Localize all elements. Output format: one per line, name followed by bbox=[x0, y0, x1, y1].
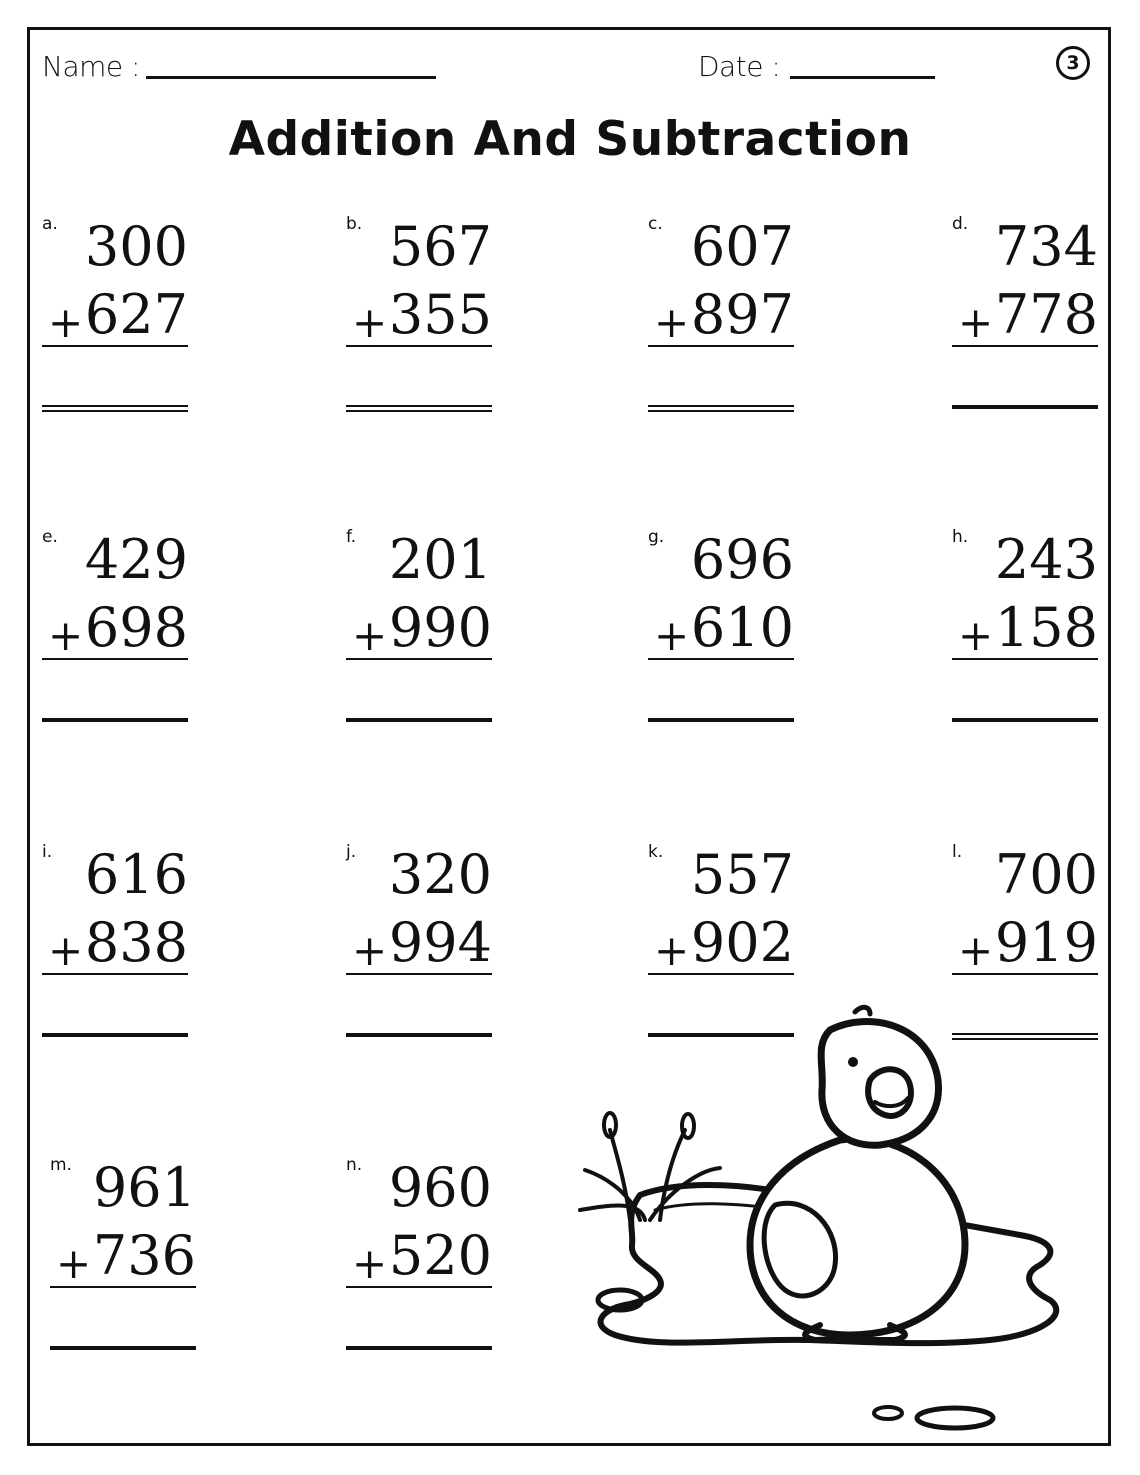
sum-line bbox=[346, 658, 492, 660]
problem-b bbox=[346, 214, 496, 414]
problem-top-number: 616 bbox=[84, 843, 188, 906]
problem-bottom-number: 838 bbox=[84, 911, 188, 974]
plus-sign: + bbox=[352, 611, 388, 660]
problem-letter: j. bbox=[346, 842, 357, 862]
problem-letter: n. bbox=[346, 1155, 363, 1175]
problem-f bbox=[346, 527, 496, 727]
problem-bottom-number: 355 bbox=[388, 283, 492, 346]
problem-m bbox=[50, 1155, 200, 1355]
plus-sign: + bbox=[958, 611, 994, 660]
problem-a bbox=[42, 214, 192, 414]
problem-h bbox=[952, 527, 1102, 727]
problem-j bbox=[346, 842, 496, 1042]
problem-top-number: 429 bbox=[84, 528, 188, 591]
answer-line[interactable] bbox=[648, 718, 794, 722]
answer-line[interactable] bbox=[346, 718, 492, 722]
sum-line bbox=[952, 345, 1098, 347]
plus-sign: + bbox=[48, 298, 84, 347]
answer-line[interactable] bbox=[346, 1346, 492, 1350]
date-label: Date : bbox=[698, 50, 781, 83]
problem-top-number: 960 bbox=[388, 1156, 492, 1219]
problem-top-number: 696 bbox=[690, 528, 794, 591]
problem-c bbox=[648, 214, 798, 414]
sum-line bbox=[42, 658, 188, 660]
sum-line bbox=[42, 973, 188, 975]
answer-line[interactable] bbox=[952, 718, 1098, 722]
problem-top-number: 300 bbox=[84, 215, 188, 278]
problem-bottom-number: 990 bbox=[388, 596, 492, 659]
sum-line bbox=[648, 658, 794, 660]
plus-sign: + bbox=[958, 298, 994, 347]
problem-letter: b. bbox=[346, 214, 363, 234]
problem-bottom-number: 610 bbox=[690, 596, 794, 659]
problem-bottom-number: 778 bbox=[994, 283, 1098, 346]
problem-top-number: 243 bbox=[994, 528, 1098, 591]
plus-sign: + bbox=[654, 611, 690, 660]
plus-sign: + bbox=[654, 926, 690, 975]
sum-line bbox=[952, 658, 1098, 660]
problem-bottom-number: 919 bbox=[994, 911, 1098, 974]
problem-letter: f. bbox=[346, 527, 357, 547]
problem-i bbox=[42, 842, 192, 1042]
answer-line[interactable] bbox=[42, 1033, 188, 1037]
problem-e bbox=[42, 527, 192, 727]
answer-line[interactable] bbox=[952, 405, 1098, 409]
plus-sign: + bbox=[352, 298, 388, 347]
sum-line bbox=[42, 345, 188, 347]
plus-sign: + bbox=[48, 611, 84, 660]
problem-d bbox=[952, 214, 1102, 414]
name-label: Name : bbox=[42, 50, 140, 83]
problem-top-number: 607 bbox=[690, 215, 794, 278]
problem-top-number: 557 bbox=[690, 843, 794, 906]
name-field[interactable] bbox=[146, 76, 436, 79]
sum-line bbox=[648, 345, 794, 347]
sum-line bbox=[50, 1286, 196, 1288]
answer-line[interactable] bbox=[346, 405, 492, 412]
problem-top-number: 320 bbox=[388, 843, 492, 906]
duck-in-pond-icon bbox=[570, 990, 1090, 1440]
sum-line bbox=[346, 1286, 492, 1288]
sum-line bbox=[952, 973, 1098, 975]
page-title: Addition And Subtraction bbox=[228, 112, 912, 167]
problem-letter: d. bbox=[952, 214, 969, 234]
answer-line[interactable] bbox=[42, 718, 188, 722]
problem-bottom-number: 736 bbox=[92, 1224, 196, 1287]
problem-letter: i. bbox=[42, 842, 53, 862]
problem-top-number: 961 bbox=[92, 1156, 196, 1219]
problem-top-number: 700 bbox=[994, 843, 1098, 906]
sum-line bbox=[346, 345, 492, 347]
problem-letter: l. bbox=[952, 842, 963, 862]
plus-sign: + bbox=[48, 926, 84, 975]
plus-sign: + bbox=[352, 1239, 388, 1288]
answer-line[interactable] bbox=[648, 405, 794, 412]
plus-sign: + bbox=[56, 1239, 92, 1288]
problem-top-number: 734 bbox=[994, 215, 1098, 278]
problem-letter: h. bbox=[952, 527, 969, 547]
problem-letter: c. bbox=[648, 214, 663, 234]
problem-letter: e. bbox=[42, 527, 58, 547]
plus-sign: + bbox=[352, 926, 388, 975]
problem-bottom-number: 994 bbox=[388, 911, 492, 974]
answer-line[interactable] bbox=[42, 405, 188, 412]
problem-letter: g. bbox=[648, 527, 665, 547]
problem-bottom-number: 158 bbox=[994, 596, 1098, 659]
problem-top-number: 567 bbox=[388, 215, 492, 278]
plus-sign: + bbox=[654, 298, 690, 347]
problem-bottom-number: 902 bbox=[690, 911, 794, 974]
plus-sign: + bbox=[958, 926, 994, 975]
answer-line[interactable] bbox=[346, 1033, 492, 1037]
problem-bottom-number: 698 bbox=[84, 596, 188, 659]
problem-n bbox=[346, 1155, 496, 1355]
date-field[interactable] bbox=[790, 76, 935, 79]
sum-line bbox=[346, 973, 492, 975]
problem-bottom-number: 627 bbox=[84, 283, 188, 346]
problem-g bbox=[648, 527, 798, 727]
page-number-badge: 3 bbox=[1056, 46, 1090, 80]
answer-line[interactable] bbox=[50, 1346, 196, 1350]
problem-bottom-number: 897 bbox=[690, 283, 794, 346]
sum-line bbox=[648, 973, 794, 975]
problem-letter: k. bbox=[648, 842, 664, 862]
problem-bottom-number: 520 bbox=[388, 1224, 492, 1287]
problem-top-number: 201 bbox=[388, 528, 492, 591]
problem-letter: m. bbox=[50, 1155, 72, 1175]
problem-letter: a. bbox=[42, 214, 58, 234]
